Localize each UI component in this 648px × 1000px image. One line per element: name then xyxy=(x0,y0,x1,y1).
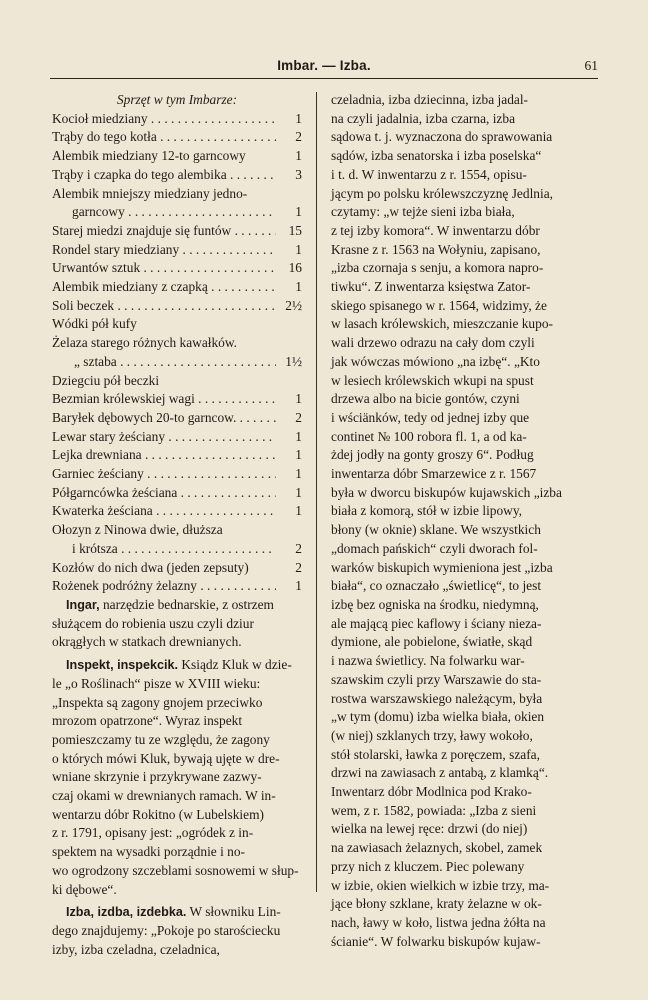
text-line: ki dębowe“. xyxy=(52,881,117,897)
text-line: wniane skrzynie i przykrywane zazwy- xyxy=(52,769,262,785)
text-line: szawskim czyli przy Warszawie do sta- xyxy=(331,671,542,687)
text-line: Krasne z r. 1563 na Wołyniu, zapisano, xyxy=(331,241,541,257)
entry-izba: Izba, izdba, izdebka. W słowniku Lin- dego znajdujemy: „Pokoje po starościecku izby, izba czeladna, czeladnica, xyxy=(52,904,281,957)
text-line: ścianie“. W folwarku biskupów kujaw- xyxy=(331,933,541,949)
text-line: drzwi na zawiasach z antabą, z klamką“. xyxy=(331,765,549,781)
text-line: wielka na lewej ręce: drzwi (do niej) xyxy=(331,821,528,837)
headword: Ingar, xyxy=(66,597,100,612)
text-line: „Inspekta są zagony gnojem przeciwko xyxy=(52,694,263,710)
inventory-item: Garniec żeściany . . . 1 xyxy=(52,465,302,484)
text-line: czeladnia, izba dziecinna, izba jadal- xyxy=(331,92,529,107)
text-line: warków biskupich wymieniona jest „izba xyxy=(331,559,553,575)
text-line: wo ogrodzony szczeblami sosnowemi w słup- xyxy=(52,862,299,878)
text-line: jak wówczas mówiono „na izbę“. „Kto xyxy=(331,353,540,369)
text-line: stół stolarski, ławka z poręczem, szafa, xyxy=(331,746,540,762)
headword: Inspekt, inspekcik. xyxy=(66,658,178,673)
text-line: tiwku“. Z inwentarza księstwa Zator- xyxy=(331,279,531,295)
inventory-item: Alembik miedziany z czapką . . . 1 xyxy=(52,278,302,297)
inventory-list-d xyxy=(52,559,302,596)
text-line: izbę bez ogniska na środku, niedymną, xyxy=(331,596,539,612)
text-line: i t. d. W inwentarzu z r. 1554, opisu- xyxy=(331,166,527,182)
text-line: na zawiasach żelaznych, skobel, zamek xyxy=(331,840,543,856)
text-line: czaj okami w drewnianych ramach. W in- xyxy=(52,788,276,804)
right-column xyxy=(331,91,597,951)
text-line: inwentarza dóbr Smarzewice z r. 1567 xyxy=(331,466,537,482)
text-line: wentarzu dóbr Rokitno (w Lubelskiem) xyxy=(52,806,264,822)
text-line: sądowa t. j. wyznaczona do sprawowania xyxy=(331,129,553,145)
entry-inspekt: Inspekt, inspekcik. Ksiądz Kluk w dzie- le „o Roślinach“ pisze w XVIII wieku: „Inspekta są zagony gnojem przeciwko mrozom opatrzone“. Wyraz inspekt pomieszczamy tu ze względu, że zagony o których mówi Kluk, bywają ujęte w dre- wniane skrzynie i przykrywane zazwy- czaj okami w drewnianych ramach. W in- wentarzu dóbr Rokitno (w Lubelskiem) z r. 1791, opisany jest: „ogródek z in- spektem na wysadki porządnie i no- wo ogrodzony szczeblami sosnowemi w słup- ki dębowe“. xyxy=(52,656,302,899)
entry-ingar: Ingar, narzędzie bednarskie, z ostrzem służącem do robienia uszu czyli dziur okrągłych w statkach drewnianych. xyxy=(52,596,274,650)
text-line: czytamy: „w tejże sieni izba biała, xyxy=(331,204,515,220)
text-line: mrozom opatrzone“. Wyraz inspekt xyxy=(52,713,243,729)
inventory-item: Bezmian królewskiej wagi . . . 1 xyxy=(52,390,302,409)
text-line: w izbie, okien wielkich w izbie trzy, ma- xyxy=(331,877,550,893)
text-line: le „o Roślinach“ pisze w XVIII wieku: xyxy=(52,675,261,691)
text-line: żdej jodły na gonty groszy 6“. Podług xyxy=(331,447,534,463)
inventory-item: Trąby do tego kotła . . . 2 xyxy=(52,128,302,147)
inventory-list-a xyxy=(52,110,302,185)
text-line: błony (w oknie) sklane. We wszystkich xyxy=(331,522,541,538)
text-line: o których mówi Kluk, bywają ujęte w dre- xyxy=(52,750,280,766)
text-line: dymione, ale pobielone, światłe, skąd xyxy=(331,634,533,650)
text-line: skiego spisanego w r. 1564, widzimy, że xyxy=(331,297,547,313)
text-line: jące błony szklane, kraty żelazne w ok- xyxy=(331,896,542,912)
inventory-item: Urwantów sztuk . . . 16 xyxy=(52,259,302,278)
text-line: „izba czornaja s senju, a komora napro- xyxy=(331,260,544,276)
inventory-item: Kozłów do nich dwa (jeden zepsuty) 2 xyxy=(52,559,302,575)
headword: Izba, izdba, izdebka. xyxy=(66,905,187,920)
inventory-item: i krótsza . . . 2 xyxy=(52,540,302,559)
inventory-item: Rożenek podróżny żelazny . . . 1 xyxy=(52,577,302,596)
inventory-item: Alembik mniejszy miedziany jedno- xyxy=(52,185,248,201)
text-line: z tej izby komora“. W inwentarzu dóbr xyxy=(331,222,540,238)
text-line: pomieszczamy tu ze względu, że zagony xyxy=(52,731,270,747)
text-line: continet № 100 robora fl. 1, a od ka- xyxy=(331,428,527,444)
text-line: wali drzewo odrazu na cały dom czyli xyxy=(331,335,535,351)
inventory-item: Lewar stary żeściany . . . 1 xyxy=(52,428,302,447)
inventory-item: Półgarncówka żeściana . . . 1 xyxy=(52,484,302,503)
inventory-item: Lejka drewniana . . . 1 xyxy=(52,446,302,465)
page-number: 61 xyxy=(584,58,598,73)
text-line: „domach pańskich“ czyli dworach fol- xyxy=(331,540,538,556)
inventory-item: Wódki pół kufy xyxy=(52,316,137,332)
text-line: była w dworcu biskupów kujawskich „izba xyxy=(331,484,562,500)
inventory-item: Rondel stary miedziany . . . 1 xyxy=(52,241,302,260)
text-line: w lesiech królewskich wkupi na spust xyxy=(331,372,534,388)
text-line: w lasach królewskich, mieszczanie kupo- xyxy=(331,316,553,332)
inventory-item: Kocioł miedziany . . . 1 xyxy=(52,110,302,129)
running-title: Imbar. — Izba. xyxy=(277,58,371,73)
inventory-item: Alembik miedziany 12-to garncowy 1 xyxy=(52,148,302,164)
inventory-list-b xyxy=(52,222,302,316)
text-line: nach, ławy w koło, listwa jedna żółta na xyxy=(331,914,546,930)
inventory-item: Trąby i czapka do tego alembika . . . 3 xyxy=(52,166,302,185)
text-line: biała“, co oznaczało „świetlicę“, to jest xyxy=(331,578,542,594)
text-line: jącym po polsku królewszczyznę Jedlnia, xyxy=(331,185,553,201)
text-line: biała z komorą, stół w izbie lipowy, xyxy=(331,503,523,519)
text-line: i nazwa świetlicy. Na folwarku war- xyxy=(331,653,525,669)
inventory-item: Soli beczek . . . 2½ xyxy=(52,297,302,316)
column-separator xyxy=(316,92,317,892)
text-line: sądów, izba senatorska i izba poselska“ xyxy=(331,148,542,164)
text-line: wem, z r. 1582, powiada: „Izba z sieni xyxy=(331,802,537,818)
header-rule xyxy=(50,78,598,79)
inventory-item: Kwaterka żeściana . . . 1 xyxy=(52,502,302,521)
text-line: i wściänków, tedy od jednej izby que xyxy=(331,409,530,425)
inventory-item: Ołozyn z Ninowa dwie, dłuższa xyxy=(52,522,223,538)
inventory-item: Starej miedzi znajduje się funtów . . . 15 xyxy=(52,222,302,241)
text-line: na czyli jadalnia, izba czarna, izba xyxy=(331,110,516,126)
inventory-list-title: Sprzęt w tym Imbarze: xyxy=(116,92,238,107)
left-column xyxy=(52,91,302,959)
inventory-item: „ sztaba . . . 1½ xyxy=(52,353,302,372)
text-line: spektem na wysadki porządnie i no- xyxy=(52,844,245,860)
inventory-item: Żelaza starego różnych kawałków. xyxy=(52,335,238,351)
text-line: przy nich z kluczem. Piec polewany xyxy=(331,858,525,874)
inventory-item: Dziegciu pół beczki xyxy=(52,372,160,388)
text-line: Inwentarz dóbr Modlnica pod Krako- xyxy=(331,784,532,800)
running-header xyxy=(50,58,598,76)
text-line: drzewa albo na bicie gontów, czyni xyxy=(331,391,520,407)
inventory-item: Baryłek dębowych 20-to garncow. . . . 2 xyxy=(52,409,302,428)
inventory-item: garncowy . . . 1 xyxy=(52,203,302,222)
inventory-list-c xyxy=(52,390,302,521)
text-line: z r. 1791, opisany jest: „ogródek z in- xyxy=(52,825,254,841)
text-line: „w tym (domu) izba wielka biała, okien xyxy=(331,709,545,725)
text-line: ale mającą piec kaflowy i ściany nieza- xyxy=(331,615,542,631)
text-line: (w niej) szklanych trzy, ławy wokoło, xyxy=(331,727,533,743)
text-line: rostwa warszawskiego należącym, była xyxy=(331,690,543,706)
